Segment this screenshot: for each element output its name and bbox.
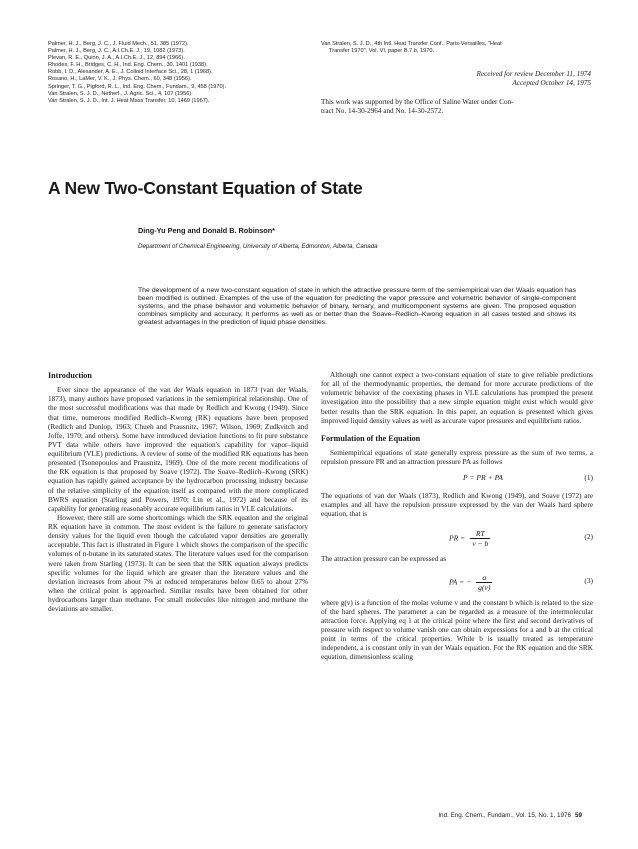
equation-2-numerator: RT: [470, 529, 490, 539]
affiliation: Department of Chemical Engineering, University of Alberta, Edmonton, Alberta, Canada: [138, 243, 378, 250]
equation-3-numerator: a: [476, 573, 492, 583]
equation-1-body: P = PR + PA: [463, 473, 503, 483]
funding-note: [321, 98, 593, 116]
equation-2-lhs: PR =: [449, 532, 466, 542]
equation-3-fraction: [476, 573, 492, 592]
reference-entry: Springer, T. G., Pigford, R. L., Ind. Eng. Chem., Fundam., 9, 458 (1970).: [48, 83, 227, 90]
equation-3-number: (3): [584, 575, 593, 585]
section-heading-introduction: Introduction: [48, 371, 92, 380]
equation-3-denominator: g(v): [478, 582, 491, 592]
reference-entry: Rosano, H., LaMer, V. K., J. Phys. Chem., 60, 348 (1956).: [48, 76, 192, 83]
reference-entry: Palmer, H. J., Berg, J. C., J. Fluid Mech., 51, 385 (1972).: [48, 41, 189, 47]
funding-note-line: tract No. 14-30-2964 and No. 14-30-2572.: [321, 107, 444, 116]
equation-1-number: (1): [584, 473, 593, 483]
reference-entry: Robb, I. D., Alexander, A. E., J. Colloid Interface Sci., 28, 1 (1968).: [48, 69, 213, 76]
equation-2-denominator: v − b: [472, 538, 489, 548]
equation-3: [321, 569, 593, 593]
section-heading-formulation: Formulation of the Equation: [321, 433, 421, 443]
paragraph: Semiempirical equations of state generally express pressure as the sum of two terms, a repulsion pressure PR and an attraction pressure PA as follows: [321, 448, 593, 466]
reference-entry: Van Stralen, S. J. D., Int. J. Heat Mass Transfer, 10, 1469 (1967).: [48, 97, 210, 104]
article-title: A New Two-Constant Equation of State: [48, 178, 363, 198]
reference-entry: Van Stralen, S. J. D., 4th Intl. Heat Transfer Conf., Paris-Versailles, "Heat: [321, 41, 502, 47]
reference-entry: Rhodes, F. H., Bridges, C. H., Ind. Eng. Chem., 30, 1401 (1938).: [48, 62, 208, 69]
paragraph: Although one cannot expect a two-constant equation of state to give reliable predictions for all of the thermodynamic properties, the demand for more accurate predictions of the volumetric behavior of the coexisting phases in VLE calculations has prompted the present investigation into the possibility that a new simple equation might exist which would give better results than the SRK equation. In this paper, an equation is presented which gives improved liquid density values as well as accurate vapor pressures and equilibrium ratios.: [321, 371, 593, 425]
reference-entry: Plevan, R. E., Quinn, J. A., A.I.Ch.E. J., 12, 894 (1966).: [48, 55, 185, 62]
journal-citation: Ind. Eng. Chem., Fundam., Vol. 15, No. 1, 1976: [438, 812, 571, 819]
paragraph: where g(v) is a function of the molar volume v and the constant b which is related to the size of the hard spheres. The parameter a can be regarded as a measure of the intermolecular attraction force. Applying eq 1 at the critical point where the first and second derivatives of pressure with respect to volume vanish one can obtain expressions for a and b at the critical point in terms of the critical properties. While b is usually treated as temperature independent, a is constant only in van der Waals equation. For the RK equation and the SRK equation, dimensionless scaling: [321, 598, 593, 662]
left-column: [48, 371, 308, 614]
paragraph: The equations of van der Waals (1873), Redlich and Kwong (1949), and Soave (1972) are examples and all have the repulsion pressure expressed by the van der Waals hard sphere equation, that is: [321, 492, 593, 519]
equation-1: [321, 472, 593, 486]
equation-2-fraction: [470, 529, 490, 548]
funding-note-line: This work was supported by the Office of Saline Water under Con-: [321, 98, 514, 106]
page-number: 59: [574, 812, 582, 819]
equation-2: [321, 525, 593, 549]
paragraph: However, there still are some shortcomings which the SRK equation and the original RK equation have in common. The most evident is the failure to generate satisfactory density values for the liquid even though the calculated vapor densities are generally acceptable. This fact is illustrated in Figure 1 which shows the comparison of the specific volumes of n-butane in its saturated states. The literature values used for the comparison were taken from Starling (1973). It can be seen that the SRK equation always predicts specific volumes for the liquid which are greater than the literature values and the deviation increases from about 7% at reduced temperatures below 0.65 to about 27% when the critical point is approached. Similar results have been obtained for other hydrocarbons larger than methane. For small molecules like nitrogen and methane the deviations are smaller.: [48, 513, 308, 614]
received-date: Received for review December 11, 1974: [476, 70, 591, 78]
reference-entry: Van Stralen, S. J. D., Netherl., J. Agric. Sci., 4, 107 (1956).: [48, 90, 193, 97]
right-column: [321, 371, 593, 663]
review-dates: [321, 70, 591, 88]
abstract: The development of a new two-constant equation of state in which the attractive pressure term of the semiempirical van der Waals equation has been modified is outlined. Examples of the use of the equation for predicting the vapor pressure and volumetric behavior of single-component systems, and the phase behavior and volumetric behavior of binary, ternary, and multicomponent systems are given. The proposed equation combines simplicity and accuracy. It performs as well as or better than the Soave–Redlich–Kwong equation in all cases tested and shows its greatest advantages in the prediction of liquid phase densities.: [138, 287, 576, 327]
page-footer: [438, 812, 582, 819]
reference-list-right: [321, 41, 502, 55]
paragraph: The attraction pressure can be expressed as: [321, 554, 447, 563]
reference-entry: Palmer, H. J., Berg, J. C., A.I.Ch.E. J., 19, 1082 (1973).: [48, 48, 185, 55]
equation-2-number: (2): [584, 531, 593, 541]
accepted-date: Accepted October 14, 1975: [512, 79, 591, 88]
reference-entry: Transfer 1970", Vol. VI, paper B.7.b, 1970.: [329, 48, 435, 55]
equation-3-lhs: PA = −: [449, 577, 472, 586]
author-line: Ding-Yu Peng and Donald B. Robinson*: [138, 226, 276, 235]
paragraph: Ever since the appearance of the van der Waals equation in 1873 (van der Waals, 1873), many authors have proposed variations in the semiempirical relationship. One of the most successful modifications was that made by Redlich and Kwong (1949). Since that time, numerous modified Redlich–Kwong (RK) equations have been proposed (Redlich and Dunlop, 1963; Chueh and Prausnitz, 1967; Wilson, 1969; Zudkvitch and Joffe, 1970; and others). Some have introduced deviation functions to fit pure substance PVT data while others have improved the equation's capability for vapor–liquid equilibrium (VLE) predictions. A review of some of the modified RK equations has been presented (Tsonopoulos and Prausnitz, 1969). One of the more recent modifications of the RK equation is that proposed by Soave (1972). The Soave–Redlich–Kwong (SRK) equation has rapidly gained acceptance by the hydrocarbon processing industry because of the relative simplicity of the equation itself as compared with the more complicated BWRS equation (Starling and Powers, 1970; Lin et al., 1972) and because of its capability for generating reasonably accurate equilibrium ratios in VLE calculations.: [48, 386, 308, 513]
reference-list-left: [48, 41, 226, 105]
